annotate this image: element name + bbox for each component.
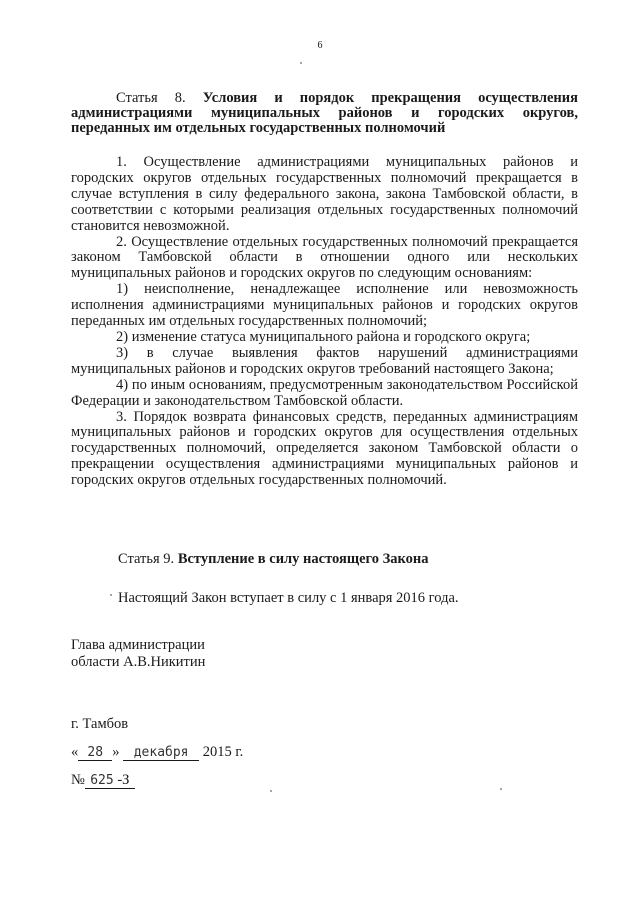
- signature-name: области А.В.Никитин: [71, 654, 206, 670]
- law-number-line: [71, 772, 135, 789]
- place-of-signing: г. Тамбов: [71, 716, 129, 732]
- date-open-quote: «: [71, 744, 79, 760]
- article-9-number: Статья 9.: [118, 551, 175, 567]
- article-8-paragraph-3: 3. Порядок возврата финансовых средств, переданных администрациям муниципальных районов и городских округов для осуществления отдельных государственных полномочий, определяется законом Тамбовской области о прекращении осуществления администрациями муниципальных районов и городских округов отдельных государственных полномочий.: [71, 408, 578, 489]
- scan-speck: [270, 790, 272, 792]
- page-number: 6: [317, 40, 323, 51]
- article-8-heading: [71, 91, 578, 136]
- law-number-value: 625: [90, 773, 114, 788]
- scan-speck: [500, 788, 502, 790]
- law-number-field: [85, 773, 135, 789]
- article-8-title: Условия и порядок прекращения осуществления администрациями муниципальных районов и городских округов, переданных им отдельных государственных полномочий: [71, 90, 578, 136]
- date-line: [71, 744, 243, 761]
- article-8-paragraph-1: 1. Осуществление администрациями муниципальных районов и городских округов отдельных государственных полномочий прекращается в случае вступления в силу федерального закона, закона Тамбовской области, в соответствии с которыми реализация отдельных государственных полномочий становится невозможной.: [71, 154, 578, 234]
- article-8-body: [71, 155, 578, 489]
- date-close-quote: »: [112, 744, 120, 760]
- article-8-item-4: 4) по иным основаниям, предусмотренным законодательством Российской Федерации и законодательством Тамбовской области.: [71, 376, 578, 409]
- article-8-paragraph-2: 2. Осуществление отдельных государственных полномочий прекращается законом Тамбовской области в отношении одного или нескольких муниципальных районов и городских округов по следующим основаниям:: [71, 233, 578, 282]
- scan-speck: [110, 594, 112, 596]
- signature-block: [71, 637, 205, 671]
- article-8-item-3: 3) в случае выявления фактов нарушений администрациями муниципальных районов и городских округов требований настоящего Закона;: [71, 344, 578, 377]
- date-day: 28: [78, 745, 112, 761]
- law-number-suffix: -З: [117, 772, 130, 788]
- signature-position: Глава администрации: [71, 637, 205, 653]
- article-9-heading: [118, 552, 578, 567]
- law-number-prefix: №: [71, 772, 85, 788]
- article-8-item-2: 2) изменение статуса муниципального района и городского округа;: [116, 328, 531, 345]
- article-9-text: Настоящий Закон вступает в силу с 1 января 2016 года.: [118, 590, 459, 606]
- date-month: декабря: [123, 745, 199, 761]
- scan-speck: [300, 62, 302, 64]
- article-9-title: Вступление в силу настоящего Закона: [177, 551, 429, 567]
- article-8-number: Статья 8.: [116, 90, 186, 106]
- article-8-item-1: 1) неисполнение, ненадлежащее исполнение или невозможность исполнения администрациями муниципальных районов и городских округов переданных им отдельных государственных полномочий;: [71, 281, 578, 330]
- date-year: 2015 г.: [202, 744, 244, 760]
